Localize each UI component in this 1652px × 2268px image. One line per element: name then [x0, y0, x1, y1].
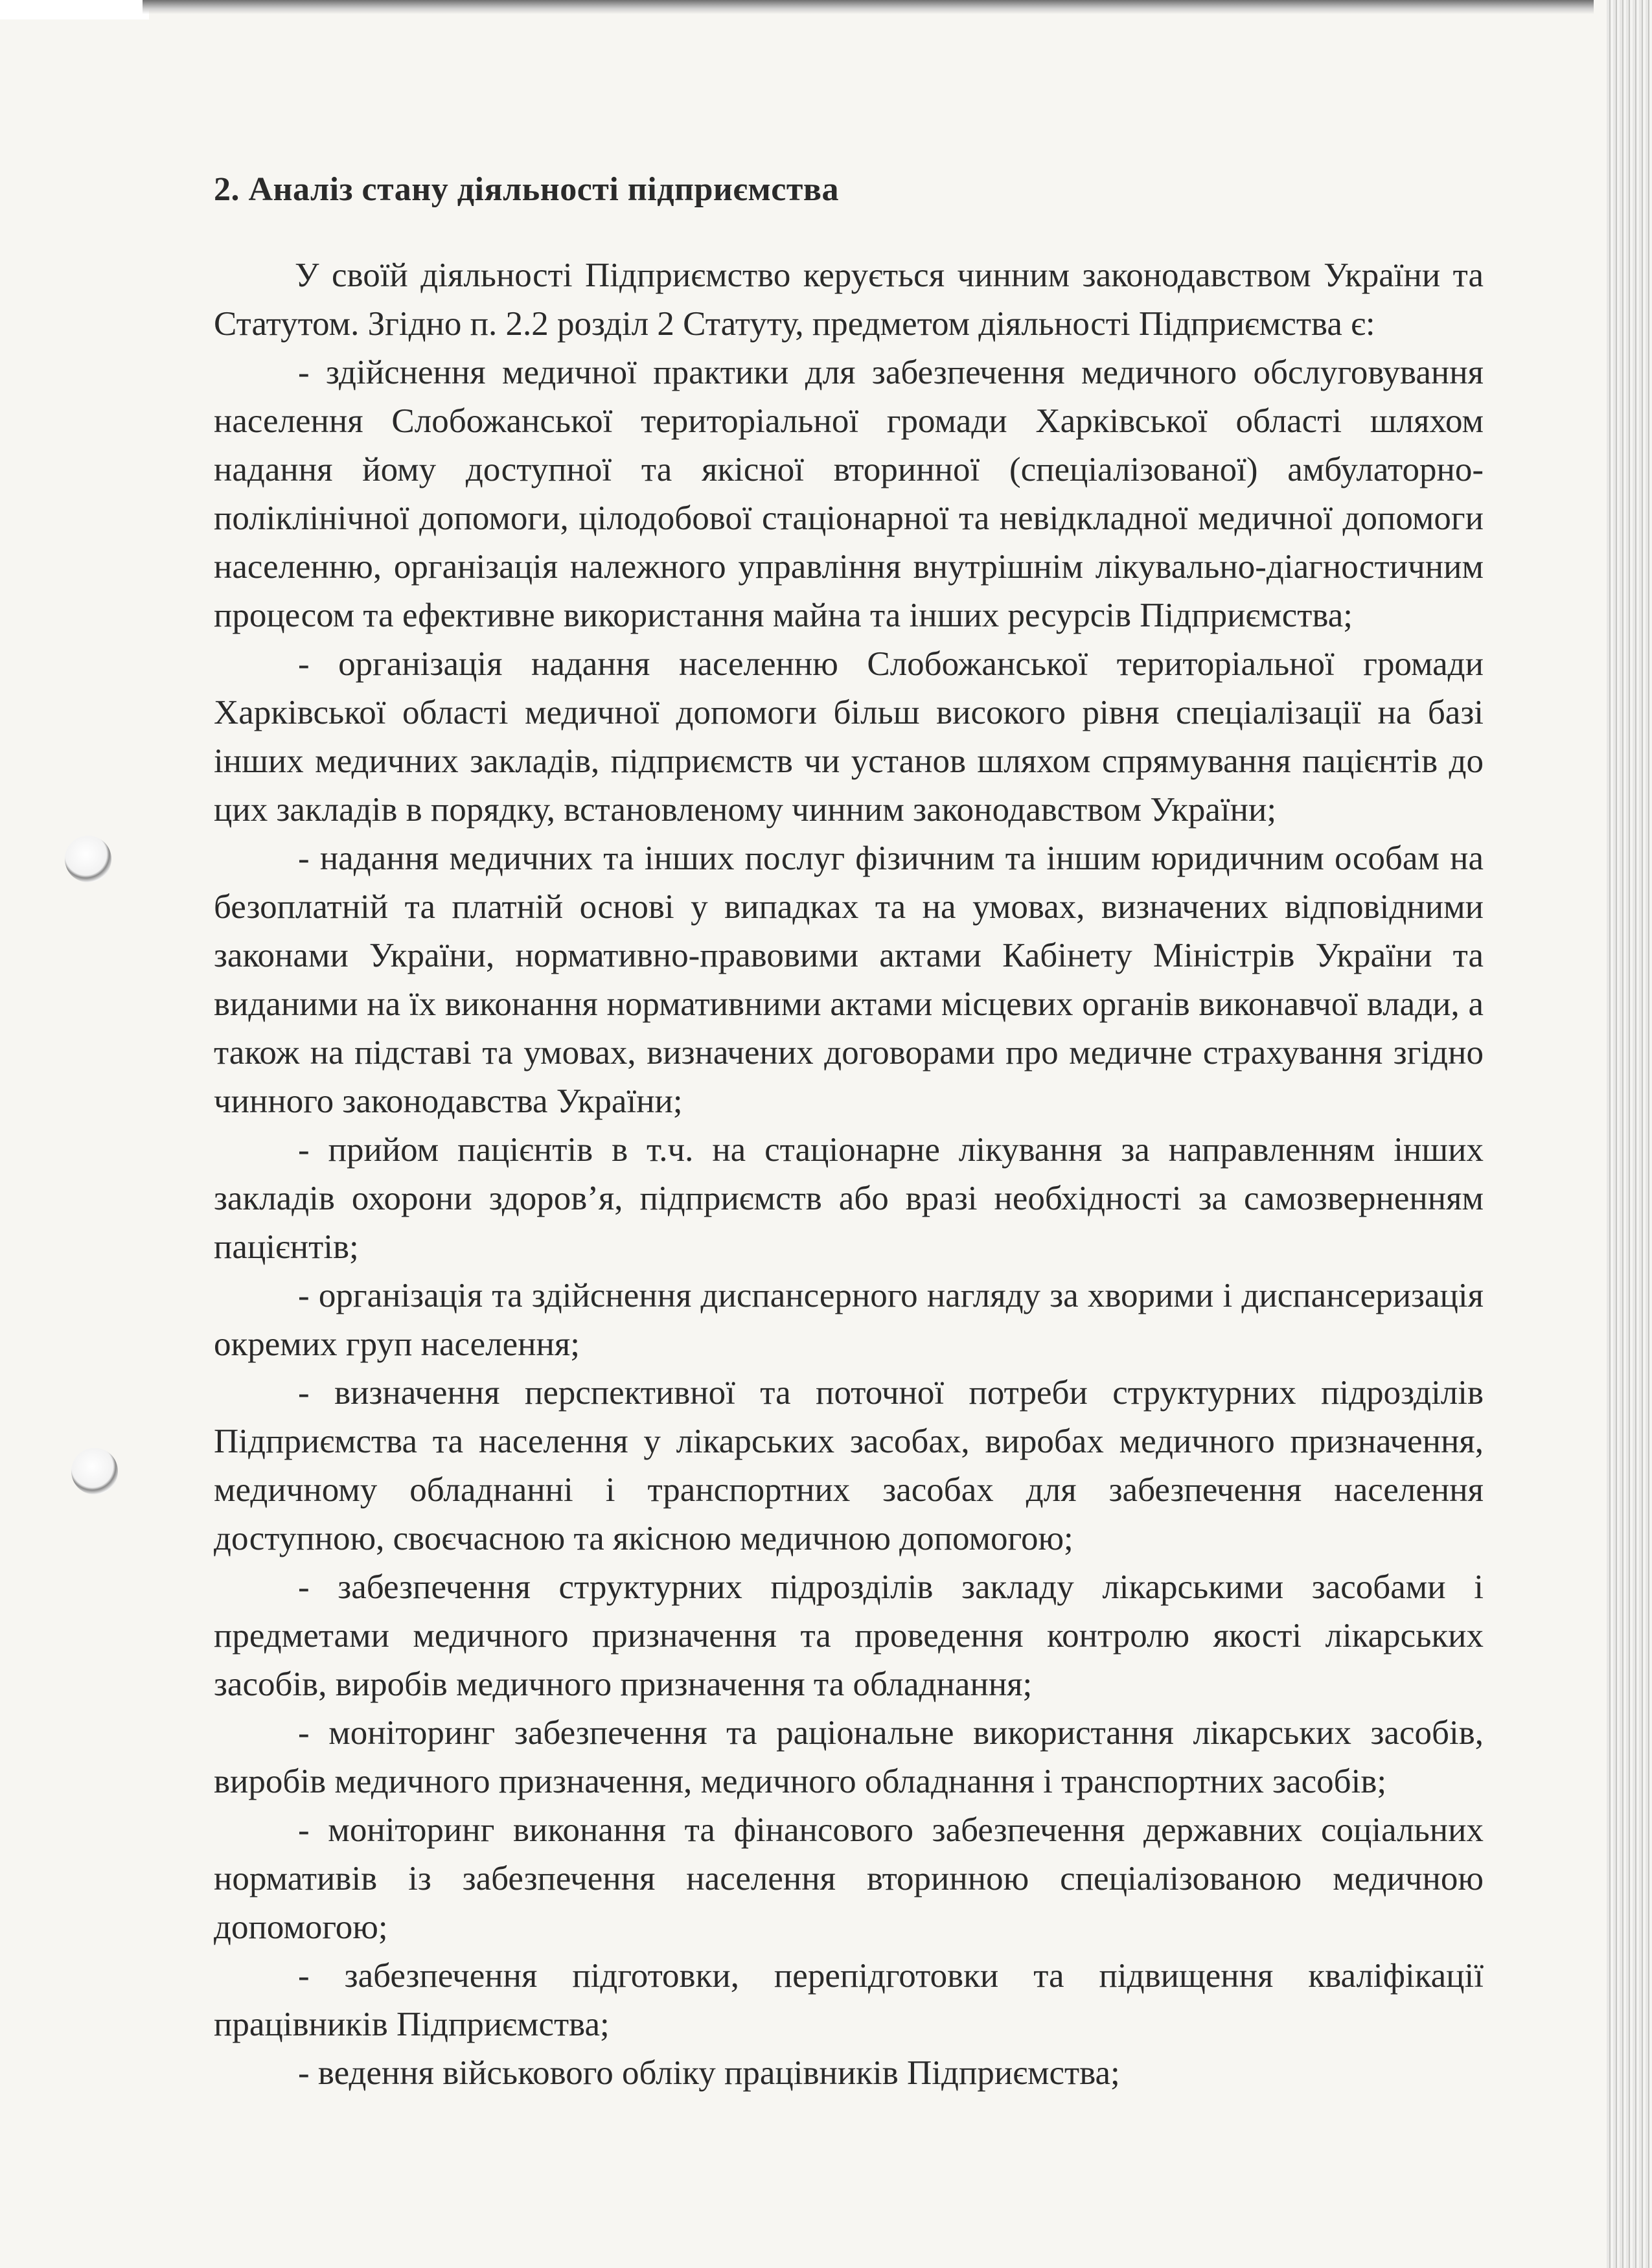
list-item: - моніторинг забезпечення та раціональне використання лікарських засобів, виробів медичного призначення, медичного обладнання і транспортних засобів;	[214, 1714, 1484, 1800]
scan-top-edge	[143, 0, 1594, 14]
punch-hole-icon	[65, 836, 111, 882]
list-item: - прийом пацієнтів в т.ч. на стаціонарне лікування за направленням інших закладів охорони здоров’я, підприємств або вразі необхідності за самозверненням пацієнтів;	[214, 1131, 1484, 1266]
list-item: - визначення перспективної та поточної потреби структурних підрозділів Підприємства та населення у лікарських засобах, виробах медичного призначення, медичному обладнанні і транспортних засобах для забезпечення населення доступною, своєчасною та якісною медичною допомогою;	[214, 1374, 1484, 1557]
page-corner	[0, 0, 149, 19]
document-body	[214, 165, 1484, 2098]
list-item: - ведення військового обліку працівників Підприємства;	[298, 2054, 1120, 2092]
list-item: - надання медичних та інших послуг фізичним та іншим юридичним особам на безоплатній та платній основі у випадках та на умовах, визначених відповідними законами України, нормативно-правовими актами Кабінету Міністрів України та виданими на їх виконання нормативними актами місцевих органів виконавчої влади, а також на підставі та умовах, визначених договорами про медичне страхування згідно чинного законодавства України;	[214, 840, 1484, 1120]
intro-paragraph: У своїй діяльності Підприємство керується чинним законодавством України та Статутом. Згідно п. 2.2 розділ 2 Статуту, предметом діяльності Підприємства є:	[214, 257, 1484, 343]
list-item: - здійснення медичної практики для забезпечення медичного обслуговування населення Слобожанської територіальної громади Харківської області шляхом надання йому доступної та якісної вторинної (спеціалізованої) амбулаторно-поліклінічної допомоги, цілодобової стаціонарної та невідкладної медичної допомоги населенню, організація належного управління внутрішнім лікувально-діагностичним процесом та ефективне використання майна та інших ресурсів Підприємства;	[214, 354, 1484, 634]
punch-hole-icon	[71, 1448, 118, 1495]
section-heading: 2. Аналіз стану діяльності підприємства	[214, 171, 839, 208]
scan-right-edge	[1607, 0, 1652, 2268]
list-item: - забезпечення підготовки, перепідготовки та підвищення кваліфікації працівників Підприємства;	[214, 1957, 1484, 2043]
list-item: - організація та здійснення диспансерного нагляду за хворими і диспансеризація окремих груп населення;	[214, 1277, 1484, 1363]
list-item: - забезпечення структурних підрозділів закладу лікарськими засобами і предметами медичного призначення та проведення контролю якості лікарських засобів, виробів медичного призначення та обладнання;	[214, 1568, 1484, 1703]
list-item: - моніторинг виконання та фінансового забезпечення державних соціальних нормативів із забезпечення населення вторинною спеціалізованою медичною допомогою;	[214, 1811, 1484, 1946]
list-item: - організація надання населенню Слобожанської територіальної громади Харківської області медичної допомоги більш високого рівня спеціалізації на базі інших медичних закладів, підприємств чи установ шляхом спрямування пацієнтів до цих закладів в порядку, встановленому чинним законодавством України;	[214, 645, 1484, 829]
